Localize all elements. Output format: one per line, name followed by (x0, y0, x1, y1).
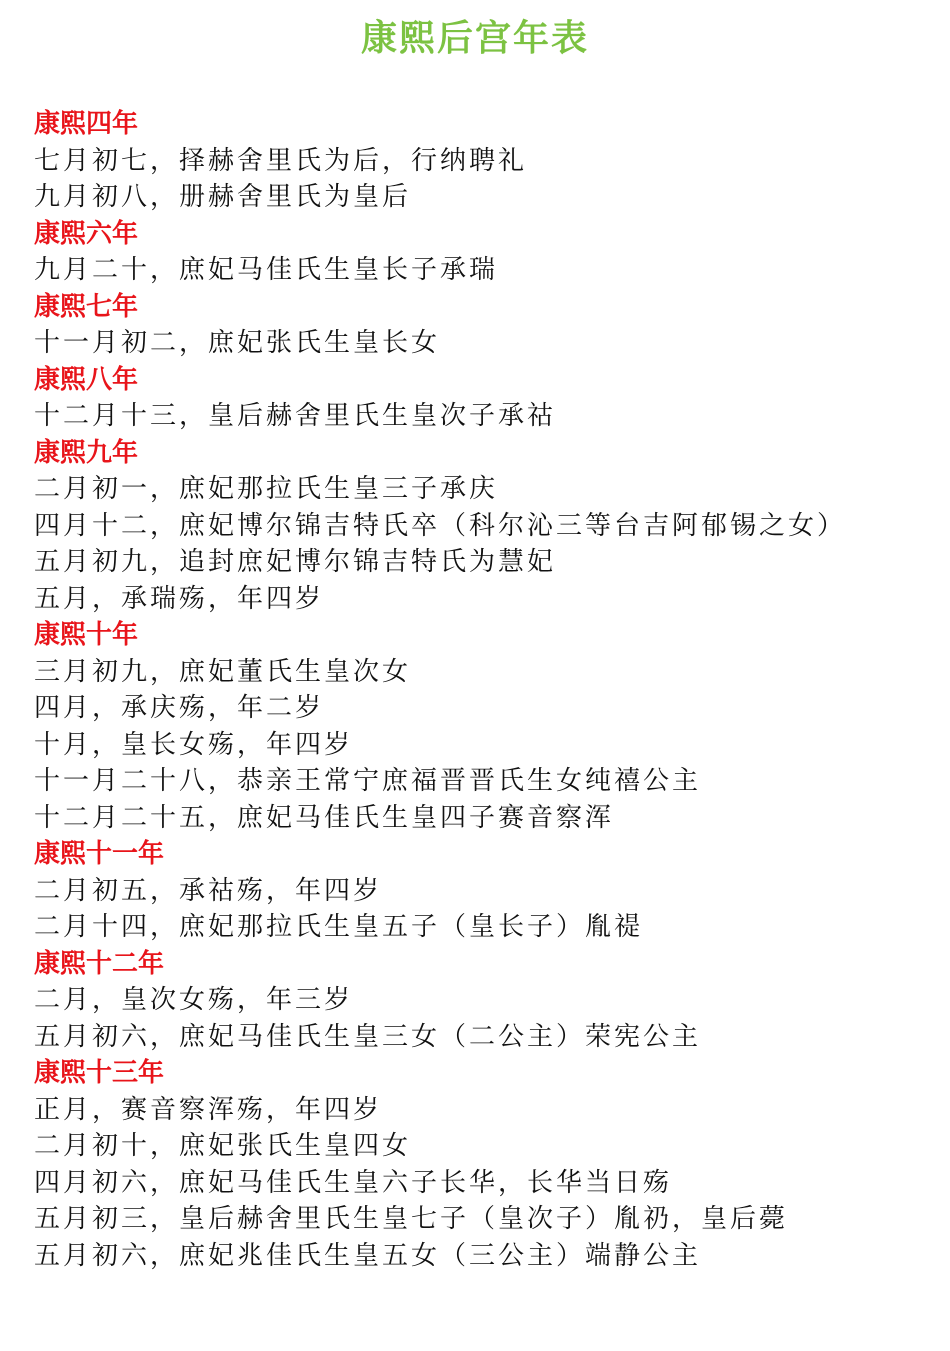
event-line: 十月，皇长女殇，年四岁 (34, 729, 354, 760)
event-line: 五月初六，庶妃马佳氏生皇三女（二公主）荣宪公主 (34, 1021, 702, 1052)
event-line: 四月十二，庶妃博尔锦吉特氏卒（科尔沁三等台吉阿郁锡之女） (34, 510, 847, 541)
year-block (34, 435, 934, 618)
timeline (34, 106, 934, 1274)
event-line: 十一月初二，庶妃张氏生皇长女 (34, 328, 441, 358)
document-title: 康熙后宫年表 (360, 18, 589, 59)
year-block (34, 216, 934, 289)
event-line: 正月，赛音察浑殇，年四岁 (34, 1094, 383, 1125)
event-line: 二月初五，承祜殇，年四岁 (34, 875, 383, 906)
year-block (34, 289, 934, 362)
event-line: 十二月十三，皇后赫舍里氏生皇次子承祜 (34, 401, 557, 431)
year-heading: 康熙十年 (34, 620, 139, 650)
event-line: 五月初三，皇后赫舍里氏生皇七子（皇次子）胤礽，皇后薨 (34, 1204, 789, 1234)
event-line: 四月初六，庶妃马佳氏生皇六子长华，长华当日殇 (34, 1167, 673, 1198)
event-line: 十二月二十五，庶妃马佳氏生皇四子赛音察浑 (34, 802, 615, 833)
event-line: 三月初九，庶妃董氏生皇次女 (34, 656, 412, 687)
event-line: 九月初八，册赫舍里氏为皇后 (34, 182, 412, 212)
event-line: 五月，承瑞殇，年四岁 (34, 583, 325, 614)
event-line: 九月二十，庶妃马佳氏生皇长子承瑞 (34, 255, 499, 285)
event-line: 二月十四，庶妃那拉氏生皇五子（皇长子）胤禔 (34, 912, 644, 942)
year-heading: 康熙九年 (34, 437, 139, 468)
year-block (34, 1055, 934, 1274)
year-heading: 康熙四年 (34, 109, 139, 139)
year-heading: 康熙八年 (34, 364, 139, 395)
year-block (34, 946, 934, 1056)
year-block (34, 617, 934, 836)
year-block (34, 106, 934, 216)
event-line: 十一月二十八，恭亲王常宁庶福晋晋氏生女纯禧公主 (34, 766, 702, 796)
year-heading: 康熙六年 (34, 218, 139, 249)
year-heading: 康熙十三年 (34, 1058, 165, 1088)
event-line: 五月初九，追封庶妃博尔锦吉特氏为慧妃 (34, 547, 557, 577)
event-line: 二月，皇次女殇，年三岁 (34, 985, 354, 1015)
year-heading: 康熙十二年 (34, 948, 165, 979)
year-heading: 康熙七年 (34, 291, 139, 322)
event-line: 二月初一，庶妃那拉氏生皇三子承庆 (34, 474, 499, 504)
year-block (34, 362, 934, 435)
year-heading: 康熙十一年 (34, 839, 165, 869)
event-line: 四月，承庆殇，年二岁 (34, 693, 325, 723)
event-line: 二月初十，庶妃张氏生皇四女 (34, 1131, 412, 1161)
event-line: 五月初六，庶妃兆佳氏生皇五女（三公主）端静公主 (34, 1240, 702, 1271)
event-line: 七月初七，择赫舍里氏为后，行纳聘礼 (34, 145, 528, 176)
year-block (34, 836, 934, 946)
